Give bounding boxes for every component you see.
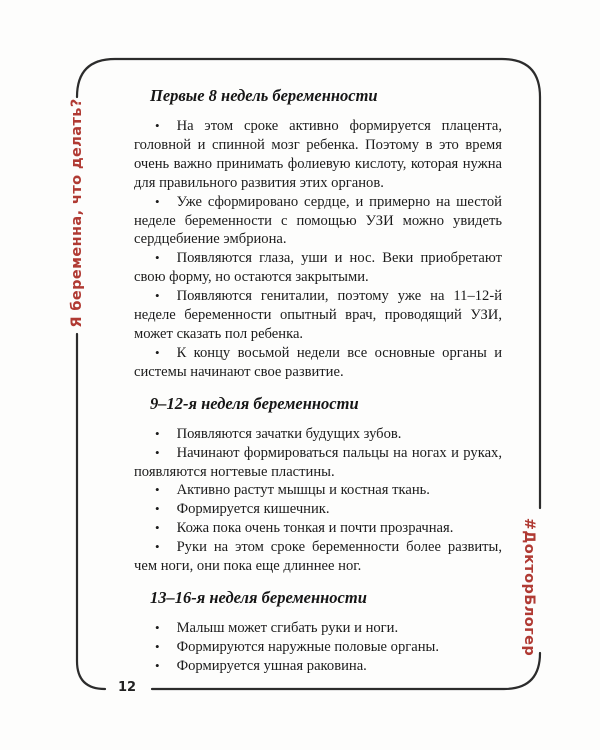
bullet-icon: • xyxy=(155,638,160,654)
bullet-icon: • xyxy=(155,619,160,635)
page-content xyxy=(134,86,502,676)
bullet-icon: • xyxy=(155,344,160,360)
bullet-icon: • xyxy=(155,425,160,441)
bullet-item: • Руки на этом сроке беременности более развиты, чем ноги, они пока еще длиннее ног. xyxy=(134,539,502,575)
bullet-item: • Начинают формироваться пальцы на ногах и руках, появляются ногтевые пластины. xyxy=(134,444,502,480)
bullet-item: • Формируется ушная раковина. xyxy=(134,657,502,676)
bullet-item: • Уже сформировано сердце, и примерно на шестой неделе беременности с помощью УЗИ можно увидеть сердцебиение эмбриона. xyxy=(134,193,502,248)
bullet-item: • Активно растут мышцы и костная ткань. xyxy=(134,481,502,500)
bullet-icon: • xyxy=(155,482,160,498)
bullet-item: • Появляются гениталии, поэтому уже на 11–12-й неделе беременности опытный врач, проводящий УЗИ, может сказать пол ребенка. xyxy=(134,288,502,342)
section-heading: 13–16-я неделя беременности xyxy=(150,587,367,607)
bullet-icon: • xyxy=(155,288,160,304)
bullet-icon: • xyxy=(155,193,160,209)
bullet-icon: • xyxy=(155,539,160,555)
bullet-item: • На этом сроке активно формируется плацента, головной и спинной мозг ребенка. Поэтому в это время очень важно принимать фолиевую кислоту, которая нужна для правильного развития этих органов. xyxy=(134,118,502,191)
bullet-icon: • xyxy=(155,444,160,460)
right-margin-rotated-text: #ДокторБлогер xyxy=(521,517,537,657)
bullet-icon: • xyxy=(155,118,160,133)
bullet-item: • Формируется кишечник. xyxy=(134,500,502,519)
bullet-item: • Малыш может сгибать руки и ноги. xyxy=(134,619,502,638)
section-heading: 9–12-я неделя беременности xyxy=(150,393,359,413)
bullet-item: • Кожа пока очень тонкая и почти прозрачная. xyxy=(134,519,502,538)
section-heading: Первые 8 недель беременности xyxy=(150,86,378,105)
bullet-icon: • xyxy=(155,250,160,266)
bullet-icon: • xyxy=(155,520,160,536)
bullet-item: • Появляются зачатки будущих зубов. xyxy=(134,425,502,444)
bullet-item: • К концу восьмой недели все основные органы и системы начинают свое развитие. xyxy=(134,344,502,380)
bullet-icon: • xyxy=(155,657,160,673)
border-left-bottom xyxy=(77,334,105,689)
bullet-item: • Появляются глаза, уши и нос. Веки приобретают свою форму, но остаются закрытыми. xyxy=(134,250,502,286)
bullet-icon: • xyxy=(155,501,160,517)
page-number: 12 xyxy=(118,680,137,695)
bullet-item: • Формируются наружные половые органы. xyxy=(134,638,502,657)
left-margin-rotated-text: Я беременна, что делать? xyxy=(69,98,85,328)
